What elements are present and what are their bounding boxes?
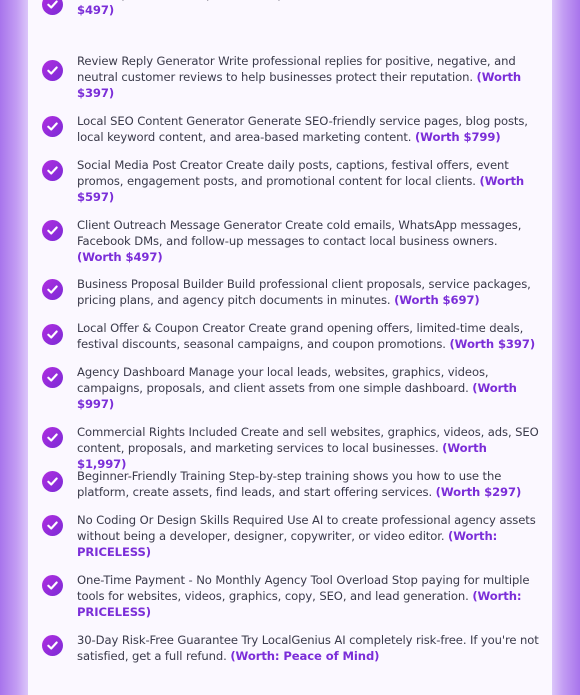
list-item-text bbox=[77, 0, 539, 19]
item-worth: (Worth $497) bbox=[77, 249, 163, 264]
list-item-text bbox=[77, 277, 539, 309]
item-description: Create cold emails, WhatsApp messages, Facebook DMs, and follow-up messages to contact local business owners. bbox=[77, 218, 522, 248]
item-description: Step-by-step training shows you how to use the platform, create assets, find leads, and start offering services. bbox=[77, 469, 502, 499]
left-gradient-border bbox=[0, 0, 28, 695]
check-circle-icon bbox=[42, 367, 63, 388]
item-description: Try LocalGenius AI completely risk-free. If you're not satisfied, get a full refund. bbox=[77, 633, 539, 663]
list-item-text bbox=[77, 218, 539, 265]
item-worth: (Worth $997) bbox=[77, 380, 517, 411]
item-description: Write professional replies for positive, negative, and neutral customer reviews to help businesses protect their reputation. bbox=[77, 54, 516, 84]
list-item-text bbox=[77, 114, 539, 146]
item-worth: (Worth $397) bbox=[77, 69, 522, 100]
list-item-text bbox=[77, 365, 539, 412]
bonus-list-card bbox=[28, 0, 552, 695]
item-title: Local Offer & Coupon Creator bbox=[77, 321, 245, 335]
list-item-text bbox=[77, 425, 539, 472]
list-item-text bbox=[77, 573, 539, 620]
check-circle-icon bbox=[42, 575, 63, 596]
item-description: Manage your local leads, websites, graphics, videos, campaigns, proposals, and client assets from one simple dashboard. bbox=[77, 365, 489, 395]
list-item-text bbox=[77, 633, 539, 665]
item-title: Business Proposal Builder bbox=[77, 277, 224, 291]
check-circle-icon bbox=[42, 60, 63, 81]
check-circle-icon bbox=[42, 116, 63, 137]
item-worth: (Worth $1,997) bbox=[77, 440, 487, 471]
item-description: Create and sell websites, graphics, videos, ads, SEO content, proposals, and marketing services to local businesses. bbox=[77, 425, 539, 455]
check-circle-icon bbox=[42, 515, 63, 536]
item-worth: (Worth $697) bbox=[394, 292, 480, 307]
check-circle-icon bbox=[42, 0, 63, 15]
item-worth: (Worth: PRICELESS) bbox=[77, 528, 498, 559]
item-title: Social Media Post Creator bbox=[77, 158, 223, 172]
item-title: Local SEO Content Generator bbox=[77, 114, 245, 128]
list-item-text bbox=[77, 321, 539, 353]
item-title: Commercial Rights Included bbox=[77, 425, 238, 439]
item-description: Stop paying for multiple tools for websites, videos, graphics, copy, SEO, and lead generation. bbox=[77, 573, 530, 603]
item-worth: (Worth: Peace of Mind) bbox=[230, 648, 380, 663]
item-title: Review Reply Generator bbox=[77, 54, 215, 68]
item-worth: $497) bbox=[77, 2, 115, 17]
item-worth: (Worth: PRICELESS) bbox=[77, 588, 522, 619]
item-description: Use AI to create professional agency assets without being a developer, designer, copywriter, or video editor. bbox=[77, 513, 536, 543]
item-worth: (Worth $597) bbox=[77, 173, 525, 204]
item-description bbox=[77, 0, 480, 1]
item-description: Create daily posts, captions, festival offers, event promos, engagement posts, and promotional content for local clients. bbox=[77, 158, 509, 188]
item-description: Create grand opening offers, limited-time deals, festival discounts, seasonal campaigns, and coupon promotions. bbox=[77, 321, 524, 351]
item-title: Beginner-Friendly Training bbox=[77, 469, 226, 483]
check-circle-icon bbox=[42, 279, 63, 300]
item-description: Generate SEO-friendly service pages, blog posts, local keyword content, and area-based marketing content. bbox=[77, 114, 528, 144]
list-item-text bbox=[77, 513, 539, 560]
check-circle-icon bbox=[42, 324, 63, 345]
item-worth: (Worth $799) bbox=[414, 129, 501, 144]
check-circle-icon bbox=[42, 220, 63, 241]
list-item-text bbox=[77, 469, 539, 501]
item-title: One-Time Payment - No Monthly Agency Tool Overload bbox=[77, 573, 389, 587]
item-worth: (Worth $297) bbox=[435, 484, 522, 499]
check-circle-icon bbox=[42, 635, 63, 656]
check-circle-icon bbox=[42, 160, 63, 181]
check-circle-icon bbox=[42, 471, 63, 492]
item-title: No Coding Or Design Skills Required bbox=[77, 513, 284, 527]
item-worth: (Worth $397) bbox=[449, 336, 536, 351]
item-description: Build professional client proposals, service packages, pricing plans, and agency pitch documents in minutes. bbox=[77, 277, 531, 307]
item-title: 30-Day Risk-Free Guarantee bbox=[77, 633, 238, 647]
item-title: Agency Dashboard bbox=[77, 365, 185, 379]
list-item-text bbox=[77, 158, 539, 205]
list-item-text bbox=[77, 54, 539, 101]
right-gradient-border bbox=[552, 0, 580, 695]
item-title: Client Outreach Message Generator bbox=[77, 218, 282, 232]
check-circle-icon bbox=[42, 427, 63, 448]
